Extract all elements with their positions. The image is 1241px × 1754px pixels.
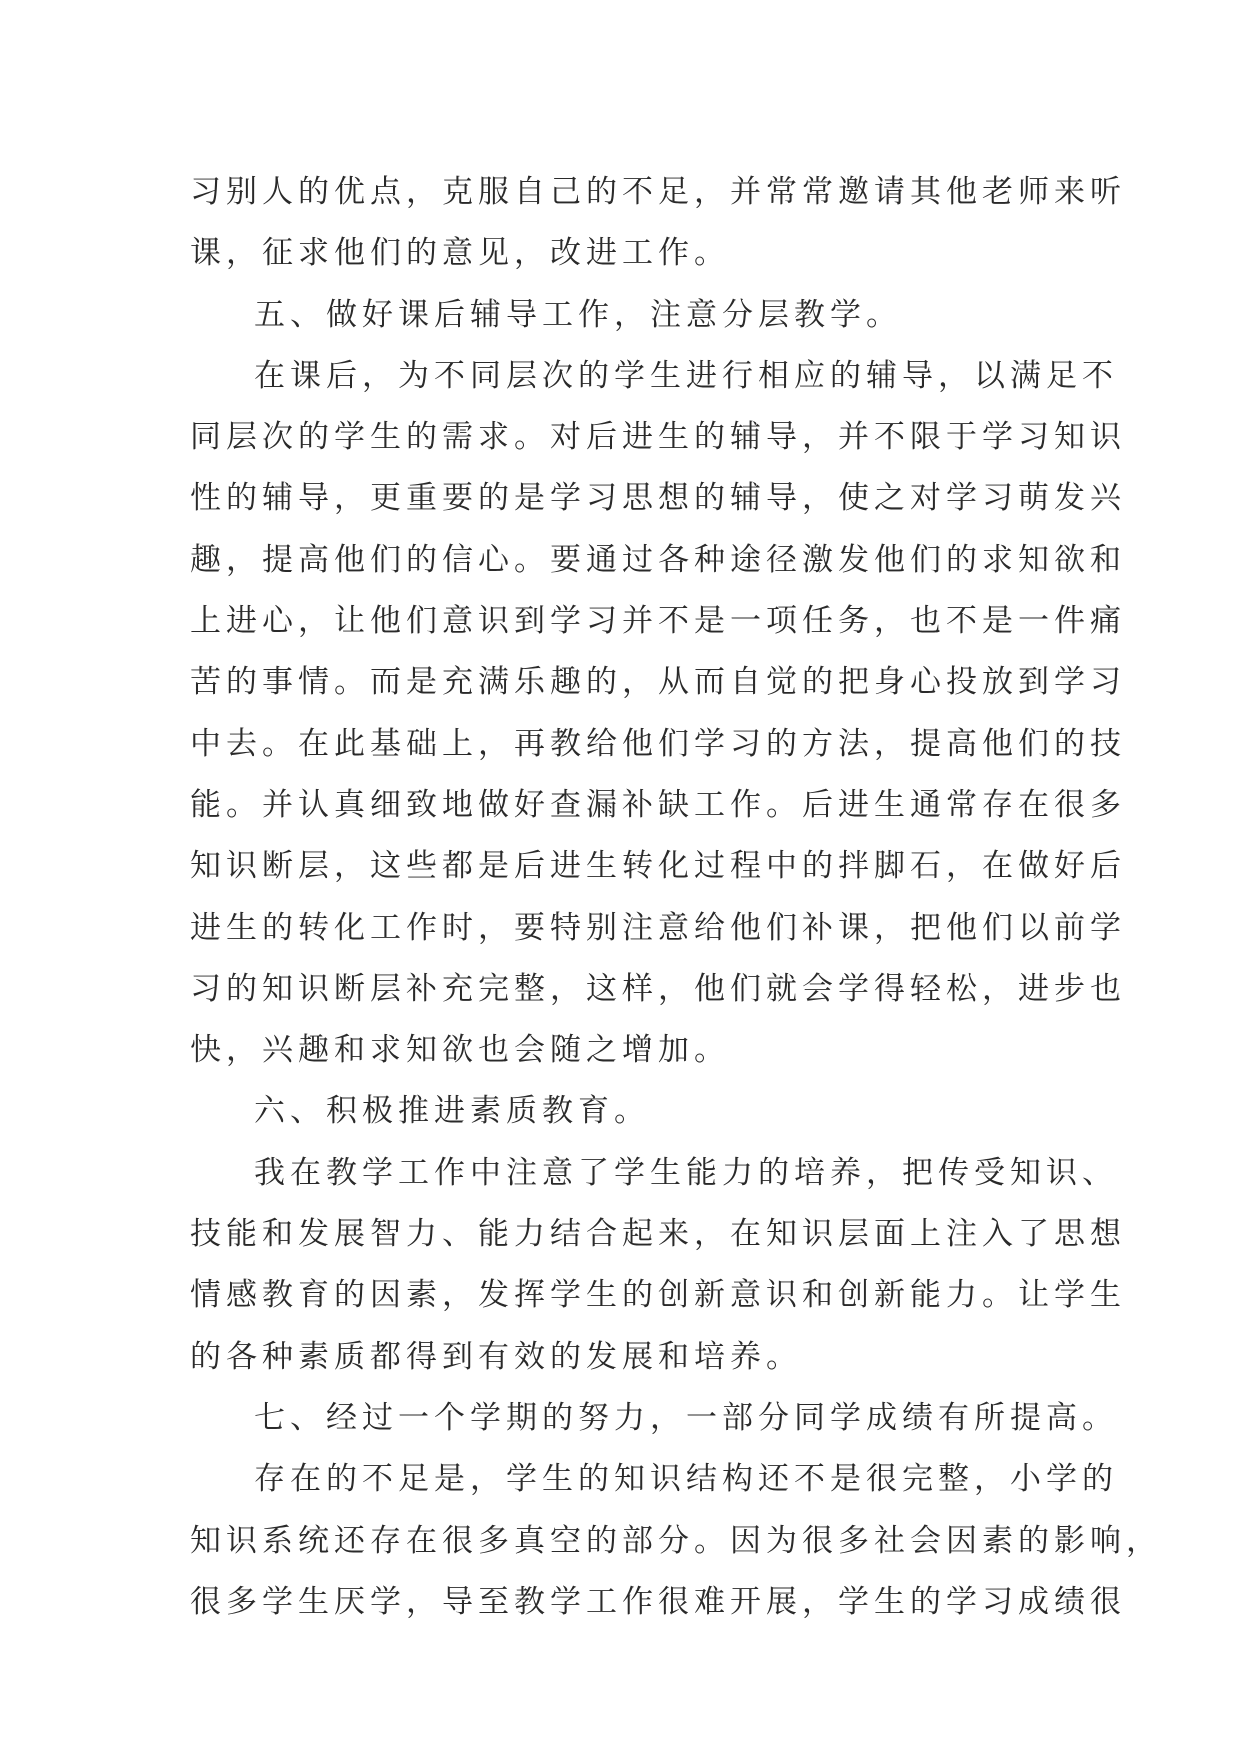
section-heading: 五、做好课后辅导工作，注意分层教学。 — [254, 296, 902, 333]
text-line: 的各种素质都得到有效的发展和培养。 — [190, 1338, 802, 1375]
section-heading: 六、积极推进素质教育。 — [254, 1093, 650, 1130]
text-line: 能。并认真细致地做好查漏补缺工作。后进生通常存在很多 — [190, 786, 1126, 823]
text-line: 我在教学工作中注意了学生能力的培养，把传受知识、 — [254, 1154, 1118, 1191]
text-line: 趣，提高他们的信心。要通过各种途径激发他们的求知欲和 — [190, 541, 1126, 578]
text-line: 同层次的学生的需求。对后进生的辅导，并不限于学习知识 — [190, 419, 1126, 456]
text-line: 很多学生厌学，导至教学工作很难开展，学生的学习成绩很 — [190, 1583, 1126, 1620]
text-line: 存在的不足是，学生的知识结构还不是很完整，小学的 — [254, 1461, 1118, 1498]
text-line: 知识系统还存在很多真空的部分。因为很多社会因素的影响， — [190, 1522, 1162, 1559]
section-heading: 七、经过一个学期的努力，一部分同学成绩有所提高。 — [254, 1399, 1118, 1436]
text-line: 知识断层，这些都是后进生转化过程中的拌脚石，在做好后 — [190, 848, 1126, 885]
text-line: 快，兴趣和求知欲也会随之增加。 — [190, 1032, 730, 1069]
text-line: 在课后，为不同层次的学生进行相应的辅导，以满足不 — [254, 357, 1118, 394]
text-line: 课，征求他们的意见，改进工作。 — [190, 235, 730, 272]
text-line: 进生的转化工作时，要特别注意给他们补课，把他们以前学 — [190, 909, 1126, 946]
text-line: 习的知识断层补充完整，这样，他们就会学得轻松，进步也 — [190, 970, 1126, 1007]
text-line: 情感教育的因素，发挥学生的创新意识和创新能力。让学生 — [190, 1277, 1126, 1314]
text-line: 中去。在此基础上，再教给他们学习的方法，提高他们的技 — [190, 725, 1126, 762]
text-line: 苦的事情。而是充满乐趣的，从而自觉的把身心投放到学习 — [190, 664, 1126, 701]
text-line: 技能和发展智力、能力结合起来，在知识层面上注入了思想 — [190, 1216, 1126, 1253]
text-line: 习别人的优点，克服自己的不足，并常常邀请其他老师来听 — [190, 174, 1126, 210]
text-line: 上进心，让他们意识到学习并不是一项任务，也不是一件痛 — [190, 603, 1126, 640]
document-body — [190, 162, 1162, 1633]
text-line: 性的辅导，更重要的是学习思想的辅导，使之对学习萌发兴 — [190, 480, 1126, 517]
